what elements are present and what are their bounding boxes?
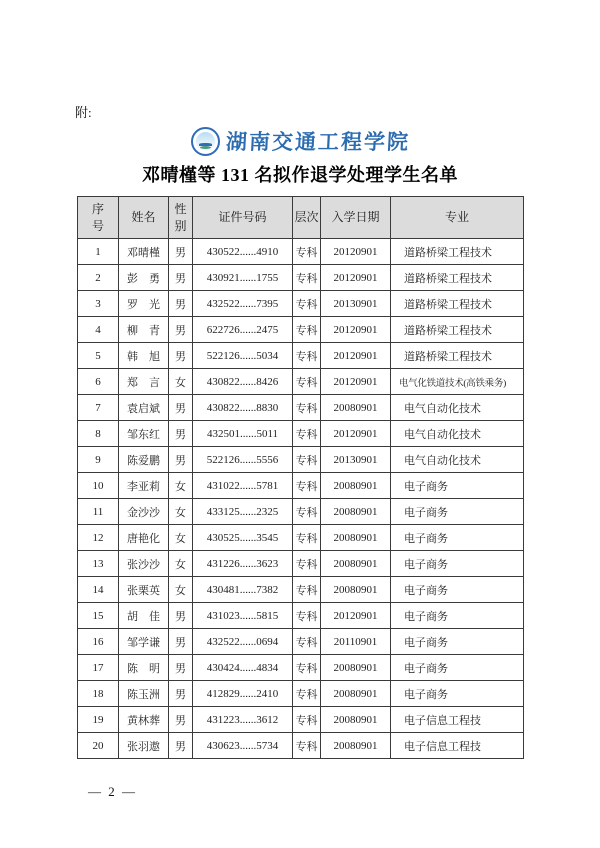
column-header-name: 姓名 <box>119 197 169 239</box>
table-row <box>78 447 524 473</box>
table-cell: 430822......8426 <box>193 369 293 395</box>
table-cell: 430481......7382 <box>193 577 293 603</box>
table-cell: 道路桥梁工程技术 <box>391 343 524 369</box>
table-row <box>78 369 524 395</box>
table-cell: 张沙沙 <box>119 551 169 577</box>
table-cell: 专科 <box>293 655 321 681</box>
table-cell: 专科 <box>293 733 321 759</box>
table-cell: 专科 <box>293 603 321 629</box>
table-cell: 专科 <box>293 551 321 577</box>
page-number: — 2 — <box>88 784 137 799</box>
table-cell: 430424......4834 <box>193 655 293 681</box>
table-cell: 男 <box>169 265 193 291</box>
table-cell: 专科 <box>293 317 321 343</box>
table-cell: 专科 <box>293 447 321 473</box>
table-row <box>78 291 524 317</box>
table-cell: 15 <box>78 603 119 629</box>
table-cell: 6 <box>78 369 119 395</box>
table-cell: 2 <box>78 265 119 291</box>
table-cell: 电子商务 <box>391 499 524 525</box>
table-cell: 男 <box>169 421 193 447</box>
table-cell: 电气自动化技术 <box>391 447 524 473</box>
table-row <box>78 499 524 525</box>
table-cell: 20120901 <box>321 239 391 265</box>
table-cell: 专科 <box>293 577 321 603</box>
table-cell: 20080901 <box>321 473 391 499</box>
table-cell: 男 <box>169 733 193 759</box>
table-cell: 14 <box>78 577 119 603</box>
table-cell: 女 <box>169 551 193 577</box>
table-cell: 20 <box>78 733 119 759</box>
table-cell: 432522......7395 <box>193 291 293 317</box>
table-cell: 电子信息工程技 <box>391 733 524 759</box>
table-cell: 20080901 <box>321 733 391 759</box>
table-cell: 5 <box>78 343 119 369</box>
table-cell: 邓晴槿 <box>119 239 169 265</box>
attachment-label: 附: <box>75 105 92 120</box>
table-cell: 20130901 <box>321 447 391 473</box>
table-cell: 陈爱鹏 <box>119 447 169 473</box>
table-cell: 412829......2410 <box>193 681 293 707</box>
table-cell: 20120901 <box>321 317 391 343</box>
table-row <box>78 577 524 603</box>
table-cell: 专科 <box>293 681 321 707</box>
table-cell: 电气自动化技术 <box>391 421 524 447</box>
table-cell: 专科 <box>293 343 321 369</box>
table-cell: 电子商务 <box>391 551 524 577</box>
table-cell: 邹东红 <box>119 421 169 447</box>
table-row <box>78 707 524 733</box>
table-cell: 电子商务 <box>391 577 524 603</box>
table-cell: 女 <box>169 577 193 603</box>
table-cell: 道路桥梁工程技术 <box>391 239 524 265</box>
table-cell: 电子商务 <box>391 655 524 681</box>
student-table <box>77 196 524 759</box>
table-cell: 男 <box>169 395 193 421</box>
table-cell: 女 <box>169 473 193 499</box>
table-cell: 20120901 <box>321 369 391 395</box>
table-cell: 男 <box>169 707 193 733</box>
table-cell: 黄林葬 <box>119 707 169 733</box>
table-cell: 韩 旭 <box>119 343 169 369</box>
table-cell: 10 <box>78 473 119 499</box>
table-cell: 女 <box>169 499 193 525</box>
table-cell: 20130901 <box>321 291 391 317</box>
table-cell: 电子商务 <box>391 525 524 551</box>
table-cell: 男 <box>169 681 193 707</box>
table-cell: 431226......3623 <box>193 551 293 577</box>
logo-inner-disc <box>196 132 215 151</box>
table-cell: 11 <box>78 499 119 525</box>
table-cell: 男 <box>169 317 193 343</box>
table-cell: 20080901 <box>321 551 391 577</box>
table-cell: 电子商务 <box>391 681 524 707</box>
table-cell: 433125......2325 <box>193 499 293 525</box>
table-row <box>78 421 524 447</box>
table-cell: 20080901 <box>321 395 391 421</box>
table-row <box>78 265 524 291</box>
table-row <box>78 473 524 499</box>
table-cell: 男 <box>169 447 193 473</box>
table-cell: 柳 青 <box>119 317 169 343</box>
table-cell: 李亚莉 <box>119 473 169 499</box>
table-cell: 电子商务 <box>391 473 524 499</box>
table-cell: 20080901 <box>321 577 391 603</box>
table-cell: 431023......5815 <box>193 603 293 629</box>
table-row <box>78 655 524 681</box>
table-cell: 男 <box>169 603 193 629</box>
table-cell: 道路桥梁工程技术 <box>391 265 524 291</box>
table-cell: 20080901 <box>321 525 391 551</box>
table-row <box>78 603 524 629</box>
table-cell: 430623......5734 <box>193 733 293 759</box>
table-cell: 4 <box>78 317 119 343</box>
table-cell: 16 <box>78 629 119 655</box>
table-row <box>78 551 524 577</box>
table-cell: 9 <box>78 447 119 473</box>
table-cell: 女 <box>169 525 193 551</box>
school-logo-icon <box>191 127 220 156</box>
column-header-gender: 性别 <box>169 197 193 239</box>
table-cell: 20080901 <box>321 655 391 681</box>
table-cell: 专科 <box>293 499 321 525</box>
table-cell: 431223......3612 <box>193 707 293 733</box>
table-cell: 道路桥梁工程技术 <box>391 317 524 343</box>
table-cell: 20120901 <box>321 421 391 447</box>
table-cell: 20110901 <box>321 629 391 655</box>
table-cell: 18 <box>78 681 119 707</box>
table-cell: 陈 明 <box>119 655 169 681</box>
table-cell: 电子商务 <box>391 603 524 629</box>
table-cell: 522126......5034 <box>193 343 293 369</box>
table-cell: 张栗英 <box>119 577 169 603</box>
table-cell: 电子信息工程技 <box>391 707 524 733</box>
table-cell: 专科 <box>293 395 321 421</box>
table-row <box>78 629 524 655</box>
table-cell: 郑 言 <box>119 369 169 395</box>
table-cell: 专科 <box>293 239 321 265</box>
table-cell: 女 <box>169 369 193 395</box>
table-cell: 20120901 <box>321 265 391 291</box>
table-cell: 男 <box>169 655 193 681</box>
table-cell: 罗 光 <box>119 291 169 317</box>
table-cell: 专科 <box>293 421 321 447</box>
table-row <box>78 525 524 551</box>
table-cell: 男 <box>169 629 193 655</box>
table-cell: 522126......5556 <box>193 447 293 473</box>
table-cell: 彭 勇 <box>119 265 169 291</box>
table-row <box>78 239 524 265</box>
table-cell: 3 <box>78 291 119 317</box>
table-row <box>78 681 524 707</box>
table-row <box>78 343 524 369</box>
table-cell: 430525......3545 <box>193 525 293 551</box>
table-cell: 专科 <box>293 629 321 655</box>
table-cell: 20080901 <box>321 707 391 733</box>
table-cell: 专科 <box>293 291 321 317</box>
table-cell: 20120901 <box>321 603 391 629</box>
column-header-id-number: 证件号码 <box>193 197 293 239</box>
table-cell: 电子商务 <box>391 629 524 655</box>
table-cell: 17 <box>78 655 119 681</box>
table-cell: 专科 <box>293 525 321 551</box>
table-cell: 张羽遨 <box>119 733 169 759</box>
table-cell: 20080901 <box>321 681 391 707</box>
table-cell: 电气自动化技术 <box>391 395 524 421</box>
school-name: 湖南交通工程学院 <box>224 130 411 154</box>
table-cell: 唐艳化 <box>119 525 169 551</box>
table-cell: 622726......2475 <box>193 317 293 343</box>
column-header-major: 专业 <box>391 197 524 239</box>
table-cell: 专科 <box>293 369 321 395</box>
table-cell: 1 <box>78 239 119 265</box>
table-cell: 431022......5781 <box>193 473 293 499</box>
table-cell: 男 <box>169 239 193 265</box>
table-cell: 13 <box>78 551 119 577</box>
table-cell: 430921......1755 <box>193 265 293 291</box>
table-cell: 专科 <box>293 707 321 733</box>
table-cell: 19 <box>78 707 119 733</box>
table-row <box>78 395 524 421</box>
table-cell: 陈玉洲 <box>119 681 169 707</box>
table-cell: 邹学谦 <box>119 629 169 655</box>
table-cell: 20120901 <box>321 343 391 369</box>
table-cell: 胡 佳 <box>119 603 169 629</box>
logo-hill-shape <box>200 146 211 149</box>
column-header-index: 序号 <box>78 197 119 239</box>
table-cell: 电气化铁道技术(高铁乘务) <box>391 369 524 395</box>
column-header-level: 层次 <box>293 197 321 239</box>
table-cell: 12 <box>78 525 119 551</box>
document-title: 邓晴槿等 131 名拟作退学处理学生名单 <box>142 165 458 185</box>
table-cell: 专科 <box>293 265 321 291</box>
table-cell: 430822......8830 <box>193 395 293 421</box>
student-table-body <box>78 239 524 759</box>
table-cell: 8 <box>78 421 119 447</box>
column-header-enroll-date: 入学日期 <box>321 197 391 239</box>
table-cell: 432501......5011 <box>193 421 293 447</box>
school-logo-row <box>0 126 600 156</box>
table-cell: 袁启斌 <box>119 395 169 421</box>
table-cell: 道路桥梁工程技术 <box>391 291 524 317</box>
table-cell: 男 <box>169 343 193 369</box>
table-row <box>78 733 524 759</box>
table-cell: 430522......4910 <box>193 239 293 265</box>
table-cell: 男 <box>169 291 193 317</box>
table-cell: 金沙沙 <box>119 499 169 525</box>
table-row <box>78 317 524 343</box>
table-cell: 432522......0694 <box>193 629 293 655</box>
table-cell: 20080901 <box>321 499 391 525</box>
table-cell: 专科 <box>293 473 321 499</box>
table-cell: 7 <box>78 395 119 421</box>
table-header-row <box>78 197 524 239</box>
